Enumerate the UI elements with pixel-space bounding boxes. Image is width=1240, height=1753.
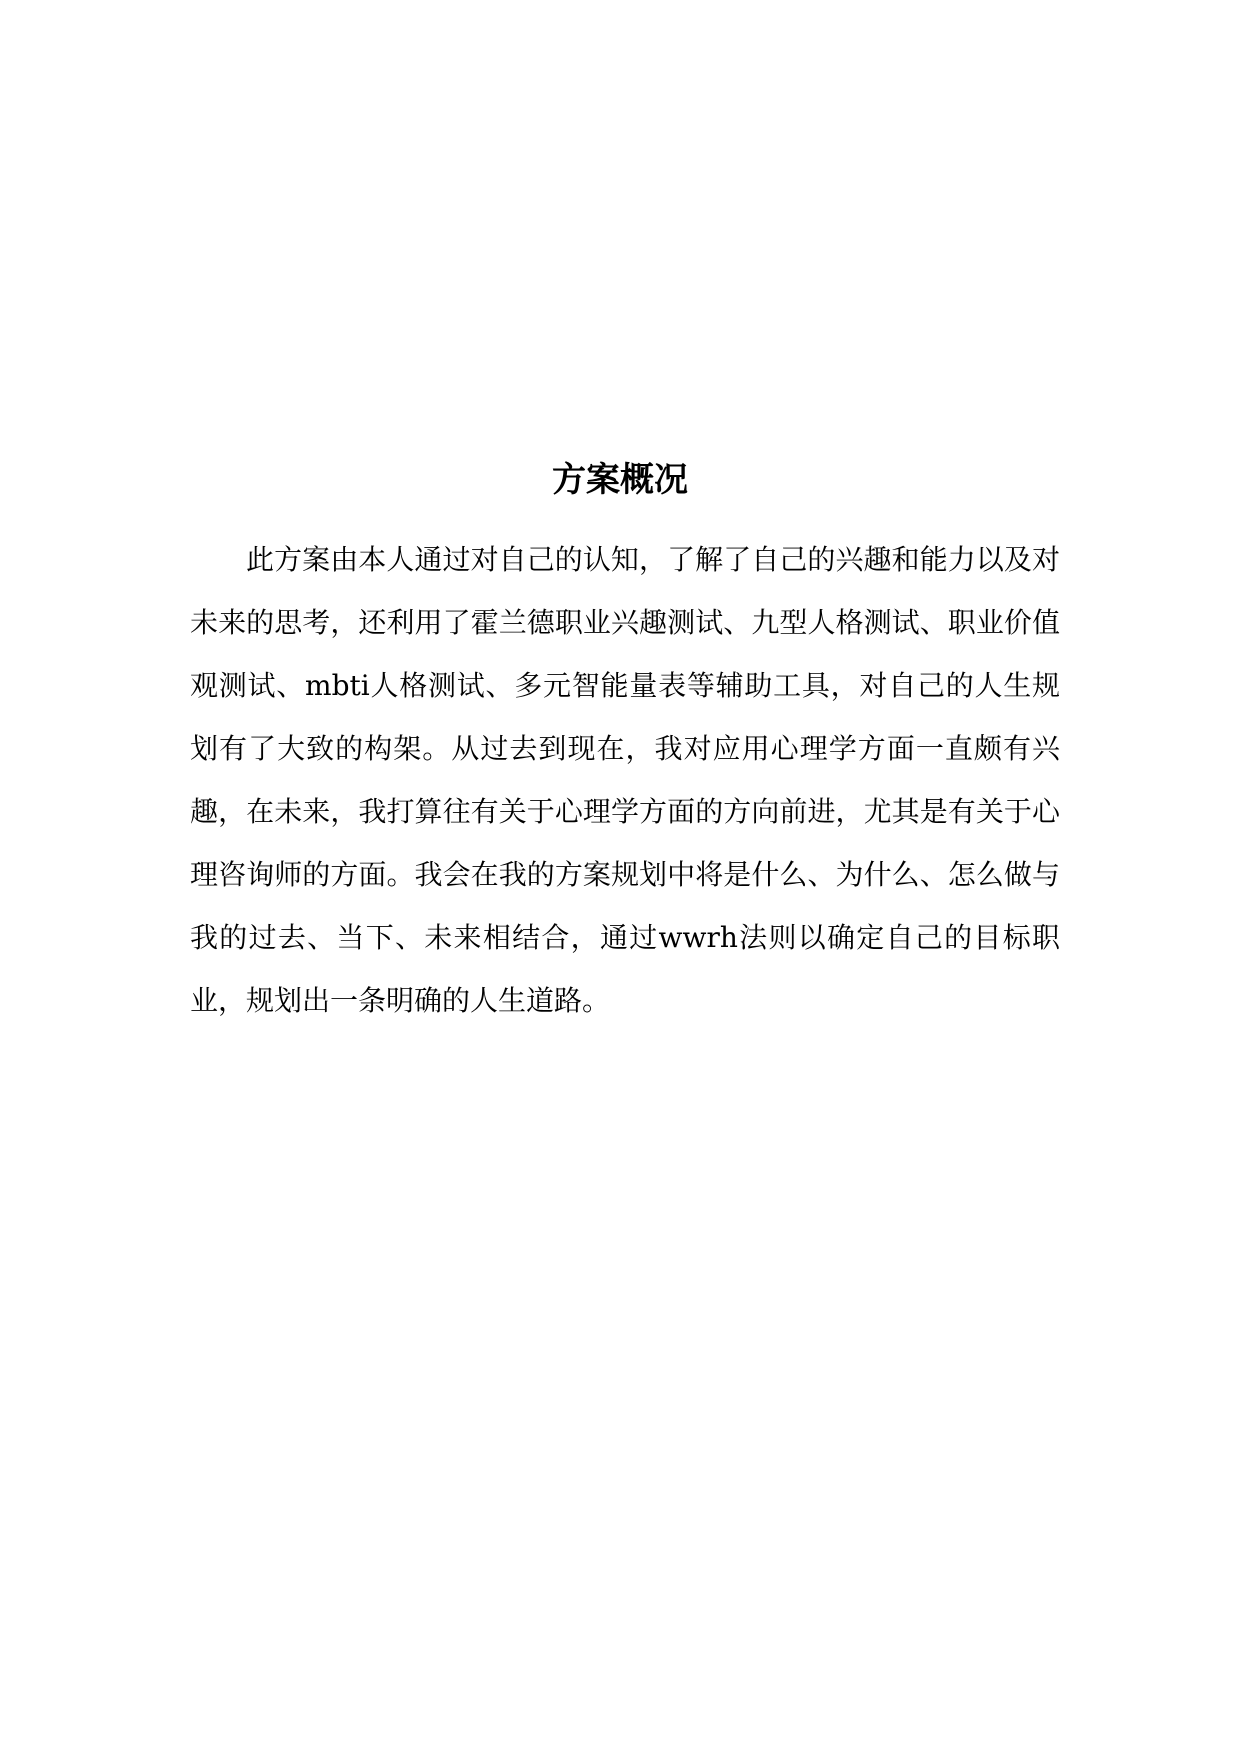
overview-paragraph: 此方案由本人通过对自己的认知，了解了自己的兴趣和能力以及对未来的思考，还利用了霍兰德职业兴趣测试、九型人格测试、职业价值观测试、mbti人格测试、多元智能量表等辅助工具，对自己的人生规划有了大致的构架。从过去到现在，我对应用心理学方面一直颇有兴趣，在未来，我打算往有关于心理学方面的方向前进，尤其是有关于心理咨询师的方面。我会在我的方案规划中将是什么、为什么、怎么做与我的过去、当下、未来相结合，通过wwrh法则以确定自己的目标职业，规划出一条明确的人生道路。 [190,543,1060,1017]
page-title: 方案概况 [552,460,688,500]
